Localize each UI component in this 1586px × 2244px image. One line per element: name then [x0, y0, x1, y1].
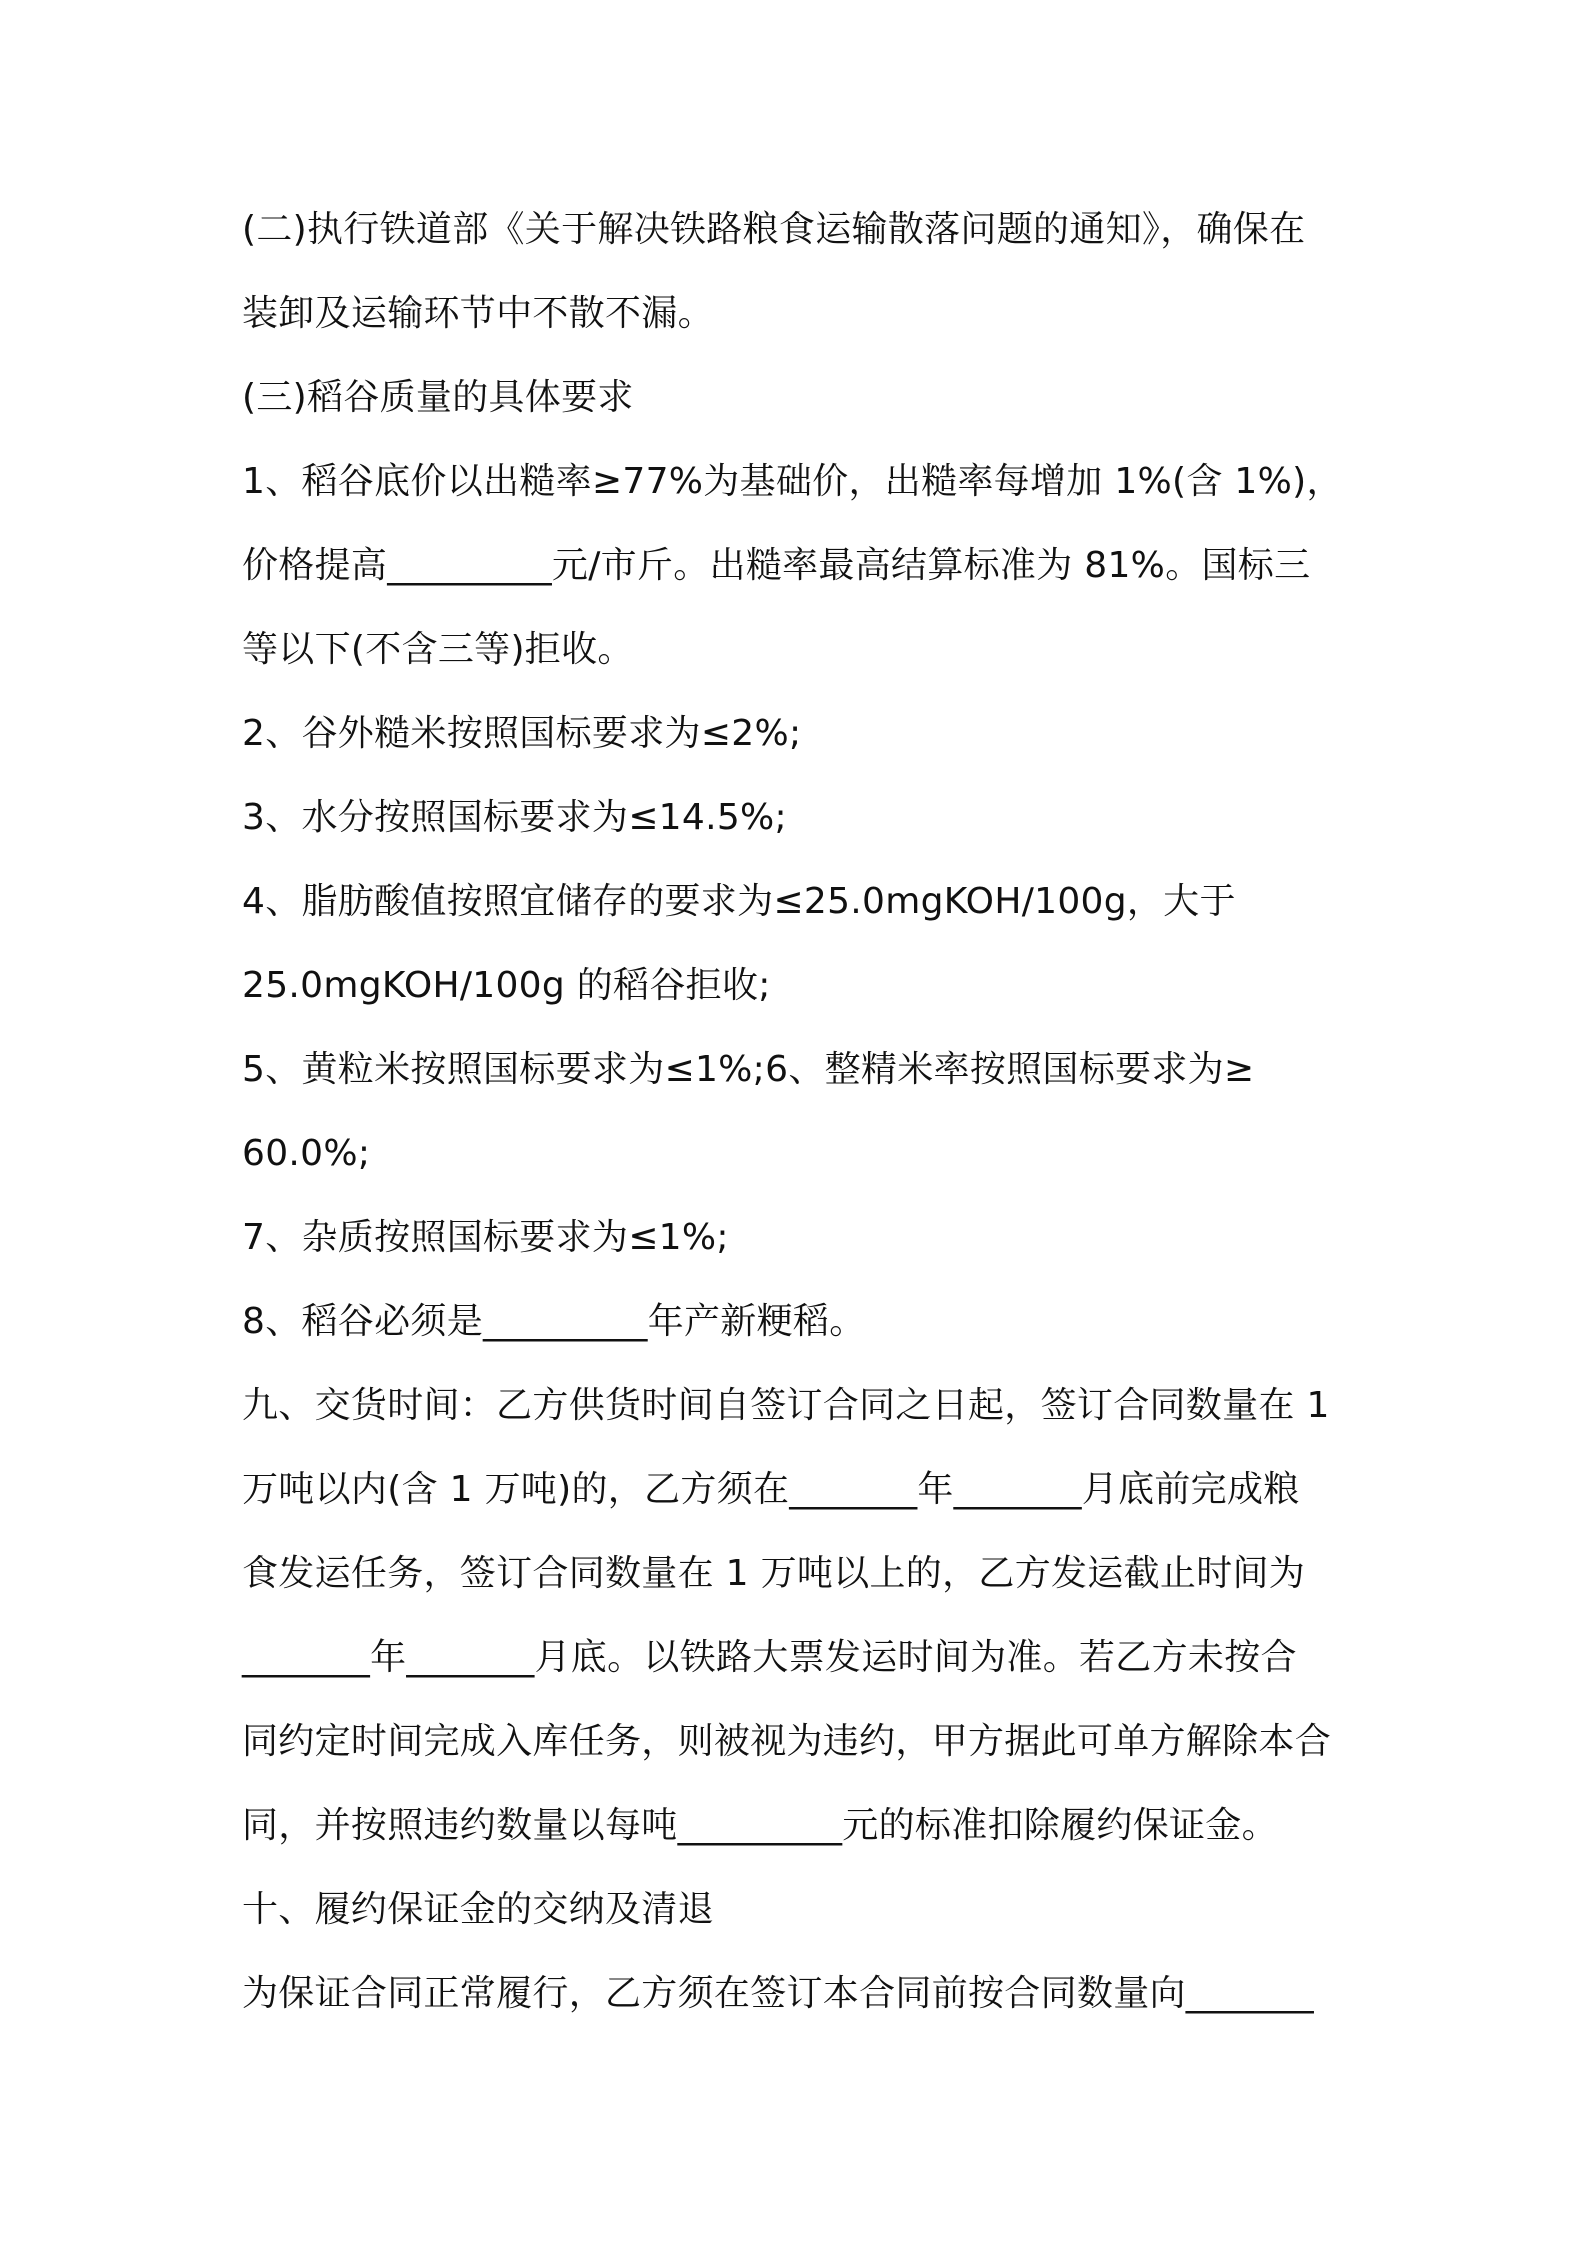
text-line: 食发运任务，签订合同数量在 1 万吨以上的，乙方发运截止时间为: [242, 1553, 1306, 1594]
text-line: 为保证合同正常履行，乙方须在签订本合同前按合同数量向_______: [242, 1973, 1314, 2014]
section-heading: (三)稻谷质量的具体要求: [242, 377, 634, 418]
text-line: 同，并按照违约数量以每吨_________元的标准扣除履约保证金。: [242, 1805, 1278, 1846]
text-line: 25.0mgKOH/100g 的稻谷拒收;: [242, 965, 771, 1006]
text-line: 60.0%;: [242, 1133, 371, 1174]
text-line: 7、杂质按照国标要求为≤1%;: [242, 1217, 729, 1258]
text-line: 同约定时间完成入库任务，则被视为违约，甲方据此可单方解除本合: [242, 1721, 1332, 1762]
text-line: 等以下(不含三等)拒收。: [242, 629, 634, 670]
text-line: 3、水分按照国标要求为≤14.5%;: [242, 797, 787, 838]
text-line: 2、谷外糙米按照国标要求为≤2%;: [242, 713, 802, 754]
text-line: 装卸及运输环节中不散不漏。: [242, 293, 714, 334]
text-line: 价格提高_________元/市斤。出糙率最高结算标准为 81%。国标三: [242, 545, 1311, 586]
text-line: 4、脂肪酸值按照宜储存的要求为≤25.0mgKOH/100g，大于: [242, 881, 1236, 922]
text-line: _______年_______月底。以铁路大票发运时间为准。若乙方未按合: [242, 1637, 1297, 1678]
section-heading: 十、履约保证金的交纳及清退: [242, 1889, 714, 1930]
text-line: (二)执行铁道部《关于解决铁路粮食运输散落问题的通知》，确保在: [242, 209, 1306, 250]
text-line: 万吨以内(含 1 万吨)的，乙方须在_______年_______月底前完成粮: [242, 1469, 1300, 1510]
text-line: 5、黄粒米按照国标要求为≤1%;6、整精米率按照国标要求为≥: [242, 1049, 1255, 1090]
text-line: 1、稻谷底价以出糙率≥77%为基础价，出糙率每增加 1%(含 1%)，: [242, 461, 1343, 502]
text-line: 九、交货时间：乙方供货时间自签订合同之日起，签订合同数量在 1: [242, 1385, 1330, 1426]
text-line: 8、稻谷必须是_________年产新粳稻。: [242, 1301, 866, 1342]
